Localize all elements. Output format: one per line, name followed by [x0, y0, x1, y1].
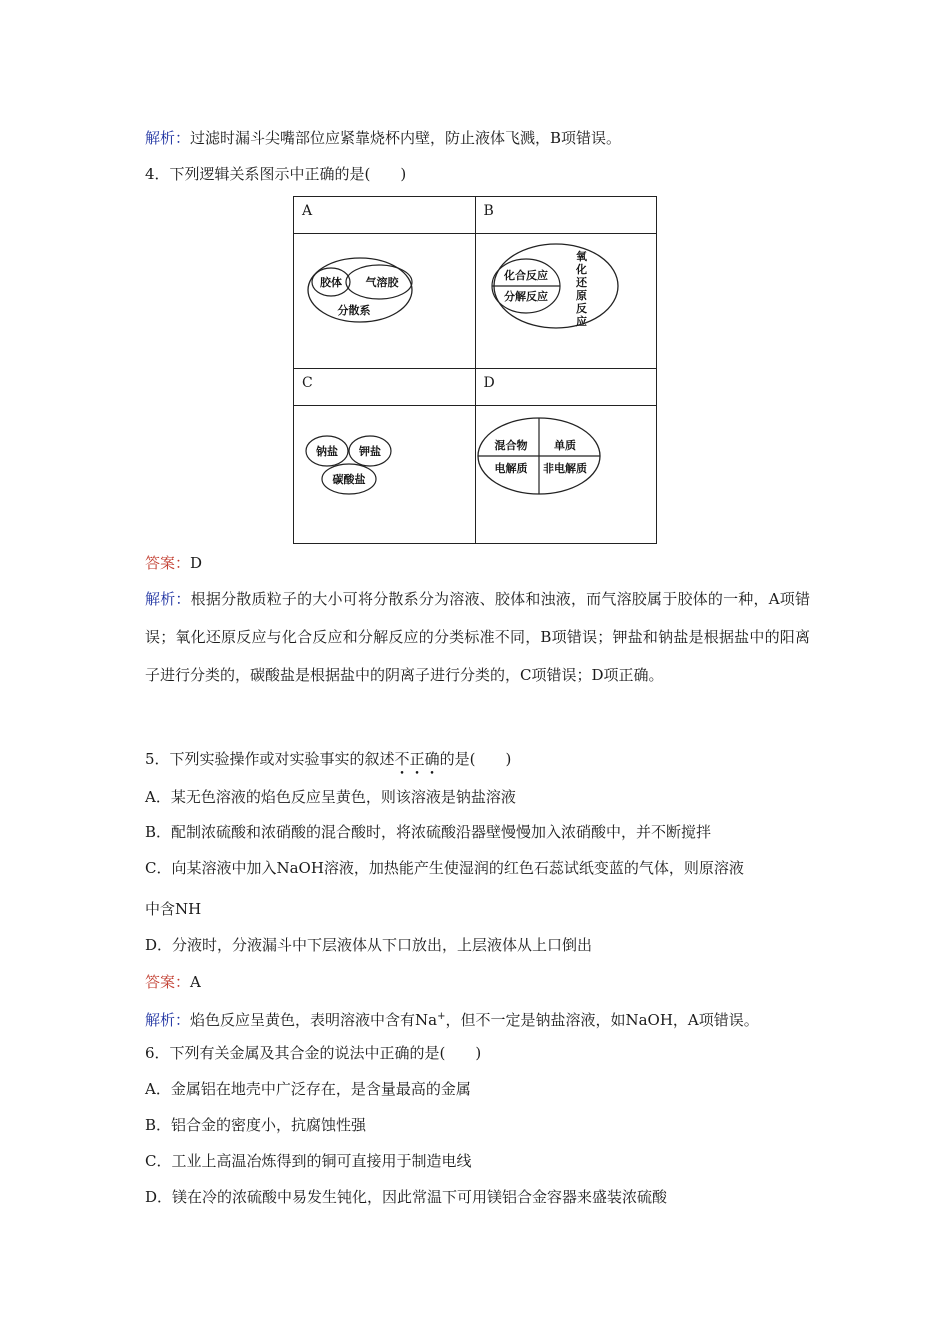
cell-header-b: B [475, 197, 657, 234]
answer-value: A [190, 973, 201, 991]
explanation-label: 解析： [145, 1011, 191, 1029]
diagram-table [293, 196, 657, 544]
answer-value: D [190, 554, 203, 572]
label-dispersion: 分散系 [337, 304, 371, 317]
label-decomposition: 分解反应 [503, 290, 548, 303]
label-element: 单质 [553, 439, 576, 452]
cell-header-a: A [294, 197, 476, 234]
label-redox-6: 应 [575, 315, 587, 328]
answer-label: 答案： [145, 554, 191, 572]
q5-option-b: B．配制浓硫酸和浓硝酸的混合酸时，将浓硫酸沿器壁慢慢加入浓硝酸中，并不断搅拌 [145, 823, 712, 841]
label-aerosol: 气溶胶 [365, 276, 399, 289]
diagram-c [294, 406, 470, 543]
label-potassium: 钾盐 [359, 445, 381, 458]
label-redox-1: 氧 [575, 250, 587, 263]
q5-answer [145, 972, 201, 992]
answer-label: 答案： [145, 973, 191, 991]
cell-diagram-c [294, 406, 476, 544]
explanation-text: 根据分散质粒子的大小可将分散系分为溶液、胶体和浊液，而气溶胶属于胶体的一种，A项错误；氧化还原反应与化合反应和分解反应的分类标准不同，B项错误；钾盐和钠盐是根据盐中的阳离子进行分类的，碳酸盐是根据盐中的阴离子进行分类的，C项错误；D项正确。 [145, 590, 810, 684]
label-mixture: 混合物 [494, 439, 527, 452]
emphasis-char: 不 [394, 750, 410, 768]
q6-option-d: D．镁在冷的浓硫酸中易发生钝化，因此常温下可用镁铝合金容器来盛装浓硫酸 [145, 1188, 668, 1206]
label-electrolyte: 电解质 [494, 462, 527, 475]
label-redox-5: 反 [575, 302, 587, 315]
q5-option-c-cont: 中含NH [145, 900, 202, 918]
explanation-text: 过滤时漏斗尖嘴部位应紧靠烧杯内壁，防止液体飞溅，B项错误。 [190, 129, 622, 147]
explanation-label: 解析： [145, 590, 191, 608]
cell-header-d: D [475, 369, 657, 406]
label-carbonate: 碳酸盐 [332, 473, 366, 486]
label-colloid: 胶体 [320, 276, 342, 289]
emphasis-char: 确 [424, 750, 440, 768]
q6-option-a: A．金属铝在地壳中广泛存在，是含量最高的金属 [145, 1080, 471, 1098]
q6-option-b: B．铝合金的密度小，抗腐蚀性强 [145, 1116, 367, 1134]
label-redox-2: 化 [575, 263, 587, 276]
label-combination: 化合反应 [503, 269, 548, 282]
cell-diagram-a [294, 234, 476, 369]
diagram-a [294, 234, 470, 368]
label-redox-4: 原 [575, 289, 587, 302]
explanation-label: 解析： [145, 129, 191, 147]
label-nonelectrolyte: 非电解质 [542, 462, 587, 475]
emphasis-char: 正 [409, 750, 425, 768]
q5-explanation: 解析：焰色反应呈黄色，表明溶液中含有Na+，但不一定是钠盐溶液，如NaOH，A项错误。 [145, 1011, 759, 1029]
question-6: 6．下列有关金属及其合金的说法中正确的是( ) [145, 1044, 482, 1062]
label-redox-3: 还 [575, 276, 587, 289]
prev-explanation [145, 128, 621, 148]
diagram-b [476, 234, 662, 368]
q4-answer [145, 553, 202, 573]
diagram-d [476, 406, 662, 543]
question-4: 4．下列逻辑关系图示中正确的是( ) [145, 165, 407, 183]
cell-diagram-b [475, 234, 657, 369]
question-5: 5．下列实验操作或对实验事实的叙述不正确的是( ) [145, 750, 512, 768]
q4-explanation [145, 580, 810, 694]
cell-diagram-d [475, 406, 657, 544]
q5-option-c: C．向某溶液中加入NaOH溶液，加热能产生使湿润的红色石蕊试纸变蓝的气体，则原溶液 [145, 859, 744, 877]
q5-option-d: D．分液时，分液漏斗中下层液体从下口放出，上层液体从上口倒出 [145, 936, 593, 954]
label-sodium: 钠盐 [316, 445, 338, 458]
cell-header-c: C [294, 369, 476, 406]
q5-option-a: A．某无色溶液的焰色反应呈黄色，则该溶液是钠盐溶液 [145, 788, 516, 806]
q6-option-c: C．工业上高温冶炼得到的铜可直接用于制造电线 [145, 1152, 472, 1170]
